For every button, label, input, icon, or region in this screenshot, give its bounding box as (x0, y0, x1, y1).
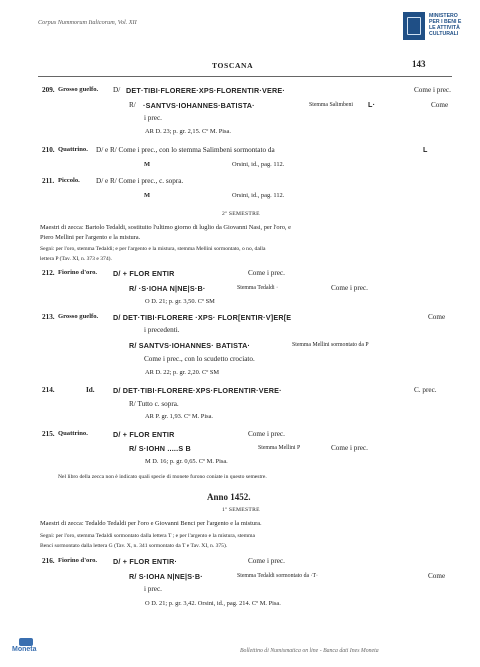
entry-note: Come i prec. (248, 269, 285, 277)
coin-type: Grosso guelfo. (58, 313, 99, 320)
page-number: 143 (412, 59, 426, 69)
obverse-legend: D/ DET·TIBI·FLORERE·XPS·FLORENTIR·VERE· (113, 386, 282, 395)
paragraph: Benci sormontato dalla lettera G (Tav. X, n. 341 sormontato da T e Tav. XI, n. 375). (40, 543, 228, 549)
ministry-logo-text: MINISTERO PER I BENI E LE ATTIVITÀ CULTURALI (429, 13, 462, 37)
moneta-emblem-icon (19, 638, 33, 646)
reverse-legend: R/ ·S·IOHA N|NE|S·B· (129, 284, 206, 293)
reverse-label: R/ (129, 101, 136, 109)
ministry-emblem-icon (403, 12, 425, 40)
entry-note: Come i prec. (248, 557, 285, 565)
reverse-note: Stemma Tedaldi sormontato da ·T· (237, 573, 318, 579)
entry-note: Come i prec. (331, 284, 368, 292)
header-rule (38, 76, 452, 77)
paragraph: Piero Mellini per l'argento e la mistura. (40, 234, 141, 241)
coin-type: Grosso guelfo. (58, 86, 99, 93)
entry-note: Come i prec. (331, 444, 368, 452)
coin-type: Piccolo. (58, 177, 80, 184)
paragraph: Maestri di zecca: Tedaldo Tedaldi per l'oro e Giovanni Benci per l'argento e la mistura. (40, 520, 262, 527)
entry-metadata: AR D. 23; p. gr. 2,15. Cº M. Pisa. (145, 128, 231, 135)
entry-number: 214. (42, 386, 55, 394)
obverse-legend: D/ + FLOR ENTIR (113, 430, 175, 439)
mint-mark: L· (368, 100, 376, 109)
footer-logo-text: Moneta (12, 646, 37, 653)
entry-number: 212. (42, 269, 55, 277)
entry-continuation: i prec. (144, 114, 162, 122)
entry-note: C. prec. (414, 386, 437, 394)
obverse-legend: D/ DET·TIBI·FLORERE ·XPS· FLOR[ENTIR·V]ER[E (113, 313, 292, 322)
reverse-legend: R/ SANTVS·IOHANNES· BATISTA· (129, 341, 251, 350)
entry-metadata: Orsini, id., pag. 112. (232, 192, 285, 199)
entry-metadata: Orsini, id., pag. 112. (232, 161, 285, 168)
entry-note: Come (428, 572, 446, 580)
entry-note: Come i prec. (414, 86, 451, 94)
paragraph: Segni: per l'oro, stemma Tedaldi; e per l'argento e la mistura, stemma Mellini sormontato, o no, dalla (40, 246, 266, 252)
running-title: TOSCANA (212, 61, 254, 70)
year-heading: Anno 1452. (207, 492, 251, 502)
reverse-legend: ·SANTVS·IOHANNES·BATISTA· (143, 101, 255, 110)
section-heading: 2º SEMESTRE (222, 211, 260, 217)
remark: Nel libro della zecca non è indicato quali specie di monete furono coniate in questo semestre. (58, 474, 267, 480)
entry-metadata: O D. 21; p. gr. 3,50. Cº SM (145, 298, 215, 305)
ministry-logo (403, 12, 473, 42)
section-heading: 1º SEMESTRE (222, 507, 260, 513)
entry-number: 213. (42, 313, 55, 321)
entry-number: 209. (42, 86, 55, 94)
reverse-legend: R/ Tutto c. sopra. (129, 400, 179, 408)
coin-type: Id. (86, 386, 95, 394)
reverse-note: Stemma Tedaldi · (237, 285, 279, 291)
reverse-note: Stemma Mellini sormontato da P (292, 342, 369, 348)
series-title: Corpus Nummorum Italicorum, Vol. XII (38, 19, 137, 26)
obverse-legend: DET·TIBI·FLORERE·XPS·FLORENTIR·VERE· (126, 86, 285, 95)
coin-type: Fiorino d'oro. (58, 557, 98, 564)
entry-description: D/ e R/ Come i prec., c. sopra. (96, 177, 184, 185)
reverse-note: Stemma Mellini P (258, 445, 301, 451)
entry-description: D/ e R/ Come i prec., con lo stemma Salimbeni sormontato da (96, 146, 275, 154)
footer-text: Bollettino di Numismatica on line - Banca dati Ines Moneta (240, 648, 379, 654)
paragraph: Maestri di zecca: Bartolo Tedaldi, sostituito l'ultimo giorno di luglio da Giovanni Nasi, per l'oro, e (40, 224, 291, 231)
entry-continuation: i precedenti. (144, 326, 180, 334)
entry-continuation: i prec. (144, 585, 162, 593)
entry-number: 215. (42, 430, 55, 438)
paragraph: Segni: per l'oro, stemma Tedaldi sormontato dalla lettera T ; e per l'argento e la mistura, stemma (40, 533, 255, 539)
entry-number: 216. (42, 557, 55, 565)
entry-continuation: Come i prec., con lo scudetto crociato. (144, 355, 255, 363)
entry-metadata: O D. 21; p. gr. 3,42. Orsini, id., pag. 214. Cº M. Pisa. (145, 600, 281, 607)
entry-metadata: AR D. 22; p. gr. 2,20. Cº SM (145, 369, 220, 376)
metal-mark: M (144, 161, 151, 168)
entry-number: 210. (42, 146, 55, 154)
reverse-legend: R/ S·IOHN .....S B (129, 444, 191, 453)
coin-type: Fiorino d'oro. (58, 269, 98, 276)
footer-logo (12, 638, 42, 656)
coin-type: Quattrino. (58, 430, 88, 437)
obverse-legend: D/ + FLOR ENTIR· (113, 557, 178, 566)
entry-note: Come (428, 313, 446, 321)
obverse-legend: D/ + FLOR ENTIR (113, 269, 175, 278)
entry-metadata: M D. 16; p. gr. 0,65. Cº M. Pisa. (145, 458, 228, 465)
entry-number: 211. (42, 177, 55, 185)
reverse-legend: R/ S·IOHA N|NE|S·B· (129, 572, 203, 581)
entry-metadata: AR P. gr. 1,93. Cº M. Pisa. (145, 413, 214, 420)
coin-type: Quattrino. (58, 146, 88, 153)
entry-note: Come (431, 101, 449, 109)
obverse-label: D/ (113, 86, 121, 94)
entry-note: Come i prec. (248, 430, 285, 438)
mint-mark: L (423, 145, 428, 154)
reverse-note: Stemma Salimbeni (309, 102, 353, 108)
metal-mark: M (144, 192, 151, 199)
paragraph: lettera P (Tav. XI, n. 373 e 374). (40, 256, 112, 262)
